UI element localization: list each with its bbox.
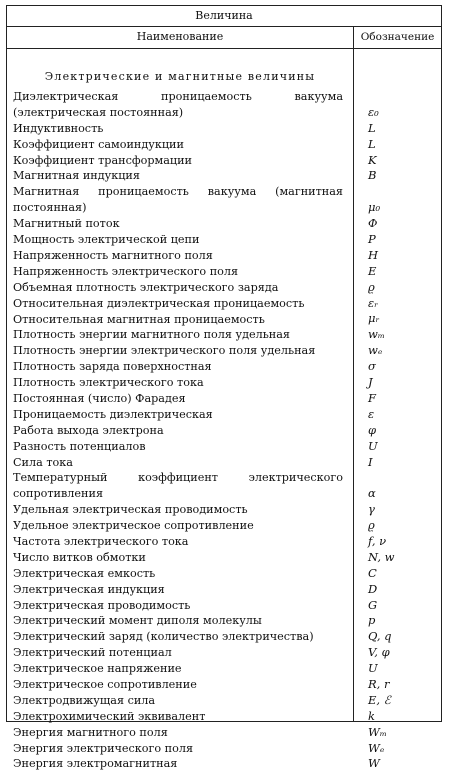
- table-row: [13, 153, 443, 169]
- header-name-column: Наименование: [7, 26, 354, 48]
- quantity-symbol: φ: [368, 422, 377, 437]
- table-row: [13, 89, 443, 121]
- quantity-symbol: ε₀: [368, 104, 379, 119]
- table-row: [13, 502, 443, 518]
- quantity-name: Сила тока: [13, 455, 73, 469]
- table-row: [13, 216, 443, 232]
- quantity-name: Мощность электрической цепи: [13, 233, 200, 247]
- quantity-name: Коэффициент самоиндукции: [13, 137, 184, 151]
- quantity-name: Магнитная индукция: [13, 169, 140, 183]
- quantity-name: Индуктивность: [13, 121, 104, 135]
- quantity-name: Напряженность электрического поля: [13, 264, 239, 278]
- quantity-symbol: p: [368, 613, 376, 628]
- table-row: [13, 598, 443, 614]
- quantity-name: Плотность заряда поверхностная: [13, 360, 212, 374]
- quantity-symbol: G: [368, 597, 378, 612]
- table-row: [13, 725, 443, 741]
- quantity-name: Электрическая емкость: [13, 566, 156, 580]
- quantity-name: Электрическая индукция: [13, 582, 165, 596]
- quantity-symbol: wₘ: [368, 327, 385, 342]
- quantity-name: Энергия электромагнитная: [13, 757, 178, 771]
- quantity-symbol: N, w: [368, 549, 395, 564]
- quantity-name: Электрический заряд (количество электричества): [13, 630, 314, 644]
- table-row: [13, 677, 443, 693]
- quantity-symbol: J: [368, 375, 373, 390]
- quantity-symbol: F: [368, 390, 376, 405]
- quantity-name: Коэффициент трансформации: [13, 153, 192, 167]
- quantity-name: Постоянная (число) Фарадея: [13, 391, 186, 405]
- table-row: [13, 518, 443, 534]
- quantity-symbol: ε: [368, 406, 375, 421]
- table-row: [13, 693, 443, 709]
- table-row: [13, 582, 443, 598]
- quantity-symbol: V, φ: [368, 645, 390, 660]
- quantity-symbol: H: [368, 247, 379, 262]
- quantity-symbol: εᵣ: [368, 295, 379, 310]
- quantity-symbol: μᵣ: [368, 311, 380, 326]
- quantity-symbol: ϱ: [368, 279, 375, 294]
- quantity-name: Плотность энергии магнитного поля удельная: [13, 328, 290, 342]
- quantity-name: Электрическое сопротивление: [13, 678, 197, 691]
- quantities-table: [6, 5, 442, 771]
- table-row: [13, 661, 443, 677]
- table-row: [13, 470, 443, 502]
- quantity-name: Удельное электрическое сопротивление: [13, 519, 254, 533]
- table-row: [13, 343, 443, 359]
- quantity-symbol: E, ℰ: [368, 692, 391, 707]
- table-row: [13, 137, 443, 153]
- table-row: [13, 359, 443, 375]
- quantity-symbol: D: [368, 581, 378, 596]
- quantity-name: Электрический потенциал: [13, 646, 172, 660]
- quantity-symbol: Q, q: [368, 629, 392, 644]
- quantity-name: Температурный коэффициент электрического сопротивления: [13, 471, 343, 501]
- quantity-symbol: W: [368, 756, 380, 771]
- quantity-name: Число витков обмотки: [13, 550, 146, 564]
- quantity-symbol: k: [368, 708, 375, 723]
- table-row: [13, 184, 443, 216]
- table-row: [13, 550, 443, 566]
- table-row: [13, 121, 443, 137]
- quantity-name: Относительная диэлектрическая проницаемость: [13, 296, 305, 310]
- quantity-name: Энергия магнитного поля: [13, 725, 168, 739]
- quantity-name: Электрический момент диполя молекулы: [13, 614, 262, 628]
- quantity-symbol: R, r: [368, 676, 390, 691]
- table-row: [13, 264, 443, 280]
- quantity-symbol: L: [368, 120, 376, 135]
- section-title: Электрические и магнитные величины: [44, 70, 316, 83]
- table-row: [13, 455, 443, 471]
- table-row: [13, 248, 443, 264]
- table-row: [13, 327, 443, 343]
- table-row: [13, 407, 443, 423]
- header-row: [7, 26, 441, 49]
- table-row: [13, 645, 443, 661]
- quantity-name: Напряженность магнитного поля: [13, 248, 213, 262]
- quantity-symbol: μ₀: [368, 200, 381, 215]
- quantity-name: Электрическое напряжение: [13, 662, 182, 676]
- quantity-name: Плотность энергии электрического поля удельная: [13, 344, 316, 358]
- quantity-symbol: f, ν: [368, 533, 387, 548]
- table-body: [13, 89, 443, 772]
- quantity-name: Электрическая проводимость: [13, 598, 191, 612]
- quantity-name: Электродвижущая сила: [13, 693, 156, 707]
- header-quantity: Величина: [7, 6, 441, 27]
- quantity-symbol: K: [368, 152, 377, 167]
- quantity-symbol: P: [368, 232, 376, 247]
- table-row: [13, 613, 443, 629]
- table-row: [13, 709, 443, 725]
- quantity-name: Разность потенциалов: [13, 439, 146, 453]
- quantity-symbol: B: [368, 168, 377, 183]
- quantity-symbol: γ: [368, 502, 375, 517]
- table-row: [13, 312, 443, 328]
- quantity-symbol: U: [368, 661, 378, 676]
- quantity-name: Магнитный поток: [13, 217, 120, 231]
- table-row: [13, 391, 443, 407]
- quantity-symbol: E: [368, 263, 377, 278]
- table-row: [13, 280, 443, 296]
- quantity-name: Проницаемость диэлектрическая: [13, 407, 213, 421]
- table-row: [13, 168, 443, 184]
- quantity-symbol: ϱ: [368, 518, 375, 533]
- quantity-symbol: α: [368, 486, 376, 501]
- quantity-name: Энергия электрического поля: [13, 741, 194, 755]
- quantity-name: Работа выхода электрона: [13, 423, 164, 437]
- table-row: [13, 566, 443, 582]
- quantity-name: Относительная магнитная проницаемость: [13, 312, 265, 326]
- table-row: [13, 296, 443, 312]
- quantity-name: Диэлектрическая проницаемость вакуума (электрическая постоянная): [13, 90, 343, 119]
- quantity-symbol: C: [368, 565, 377, 580]
- table-row: [13, 439, 443, 455]
- table-row: [13, 741, 443, 757]
- quantity-symbol: Wₘ: [368, 724, 387, 739]
- quantity-name: Электрохимический эквивалент: [13, 709, 206, 723]
- quantity-name: Магнитная проницаемость вакуума (магнитная постоянная): [13, 185, 343, 215]
- quantity-name: Объемная плотность электрического заряда: [13, 280, 279, 294]
- quantity-symbol: Φ: [368, 216, 378, 231]
- quantity-name: Плотность электрического тока: [13, 376, 204, 390]
- header-symbol-column: Обозначение: [360, 31, 435, 43]
- table-row: [13, 375, 443, 391]
- quantity-name: Частота электрического тока: [13, 534, 189, 548]
- quantity-symbol: L: [368, 136, 376, 151]
- quantity-symbol: I: [368, 454, 373, 469]
- table-row: [13, 534, 443, 550]
- quantity-symbol: Wₑ: [368, 740, 385, 755]
- quantity-name: Удельная электрическая проводимость: [13, 503, 248, 517]
- table-row: [13, 756, 443, 772]
- quantity-symbol: σ: [368, 359, 376, 374]
- quantity-symbol: wₑ: [368, 343, 383, 358]
- table-row: [13, 423, 443, 439]
- table-row: [13, 232, 443, 248]
- table-row: [13, 629, 443, 645]
- quantity-symbol: U: [368, 438, 378, 453]
